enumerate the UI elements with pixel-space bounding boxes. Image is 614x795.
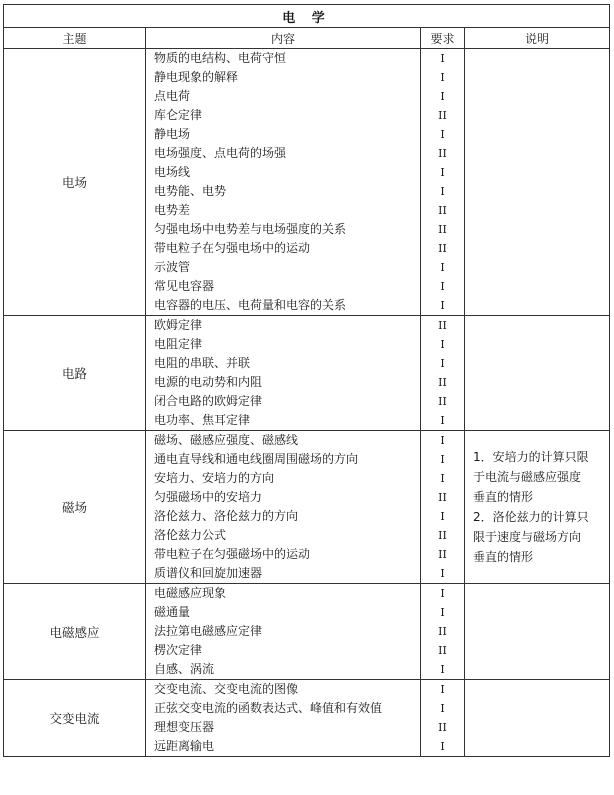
section-note <box>465 584 610 680</box>
section-topic: 电场 <box>4 49 146 316</box>
item-level: I <box>421 49 465 69</box>
note-line: 2．洛伦兹力的计算只 <box>473 510 589 524</box>
item-content: 静电现象的解释 <box>146 68 421 87</box>
table-row <box>4 49 610 69</box>
item-level: I <box>421 603 465 622</box>
item-level: I <box>421 125 465 144</box>
header-note: 说明 <box>465 28 610 49</box>
item-content: 楞次定律 <box>146 641 421 660</box>
item-content: 理想变压器 <box>146 718 421 737</box>
item-content: 电磁感应现象 <box>146 584 421 604</box>
item-content: 闭合电路的欧姆定律 <box>146 392 421 411</box>
item-content: 电功率、焦耳定律 <box>146 411 421 431</box>
item-level: I <box>421 182 465 201</box>
item-content: 匀强磁场中的安培力 <box>146 488 421 507</box>
table-row <box>4 680 610 700</box>
item-level: II <box>421 392 465 411</box>
item-content: 电阻定律 <box>146 335 421 354</box>
item-content: 静电场 <box>146 125 421 144</box>
note-line: 限于速度与磁场方向 <box>473 530 582 544</box>
item-content: 洛伦兹力、洛伦兹力的方向 <box>146 507 421 526</box>
header-row <box>4 28 610 49</box>
table-row <box>4 316 610 336</box>
item-level: II <box>421 488 465 507</box>
item-level: I <box>421 68 465 87</box>
note-line: 1．安培力的计算只限 <box>473 450 589 464</box>
item-content: 点电荷 <box>146 87 421 106</box>
item-level: I <box>421 450 465 469</box>
item-level: I <box>421 431 465 451</box>
note-line: 垂直的情形 <box>473 490 534 504</box>
item-level: II <box>421 239 465 258</box>
item-level: II <box>421 144 465 163</box>
item-content: 交变电流、交变电流的图像 <box>146 680 421 700</box>
item-content: 库仑定律 <box>146 106 421 125</box>
item-content: 带电粒子在匀强磁场中的运动 <box>146 545 421 564</box>
item-level: II <box>421 545 465 564</box>
item-content: 法拉第电磁感应定律 <box>146 622 421 641</box>
header-topic: 主题 <box>4 28 146 49</box>
item-content: 正弦交变电流的函数表达式、峰值和有效值 <box>146 699 421 718</box>
item-content: 电容器的电压、电荷量和电容的关系 <box>146 296 421 316</box>
section-topic: 电磁感应 <box>4 584 146 680</box>
item-level: II <box>421 373 465 392</box>
item-content: 磁场、磁感应强度、磁感线 <box>146 431 421 451</box>
item-content: 电势能、电势 <box>146 182 421 201</box>
item-content: 匀强电场中电势差与电场强度的关系 <box>146 220 421 239</box>
item-content: 洛伦兹力公式 <box>146 526 421 545</box>
item-content: 磁通量 <box>146 603 421 622</box>
item-level: II <box>421 220 465 239</box>
header-content: 内容 <box>146 28 421 49</box>
item-level: I <box>421 584 465 604</box>
item-level: II <box>421 718 465 737</box>
table-title: 电 学 <box>4 5 610 28</box>
item-level: I <box>421 258 465 277</box>
item-content: 自感、涡流 <box>146 660 421 680</box>
item-level: I <box>421 469 465 488</box>
header-level: 要求 <box>421 28 465 49</box>
item-content: 电源的电动势和内阻 <box>146 373 421 392</box>
item-level: I <box>421 737 465 757</box>
item-content: 电势差 <box>146 201 421 220</box>
item-level: I <box>421 87 465 106</box>
requirements-table <box>3 4 610 757</box>
item-content: 物质的电结构、电荷守恒 <box>146 49 421 69</box>
item-content: 远距离输电 <box>146 737 421 757</box>
item-content: 质谱仪和回旋加速器 <box>146 564 421 584</box>
item-content: 示波管 <box>146 258 421 277</box>
table-title-row <box>4 5 610 28</box>
section-topic: 磁场 <box>4 431 146 584</box>
item-content: 带电粒子在匀强电场中的运动 <box>146 239 421 258</box>
section-note <box>465 431 610 584</box>
item-level: II <box>421 316 465 336</box>
item-level: I <box>421 699 465 718</box>
table-row <box>4 584 610 604</box>
table-row <box>4 431 610 451</box>
item-level: II <box>421 106 465 125</box>
item-level: I <box>421 507 465 526</box>
item-level: II <box>421 526 465 545</box>
item-content: 电场强度、点电荷的场强 <box>146 144 421 163</box>
section-note <box>465 49 610 316</box>
section-note <box>465 316 610 431</box>
item-content: 电阻的串联、并联 <box>146 354 421 373</box>
item-content: 欧姆定律 <box>146 316 421 336</box>
item-level: I <box>421 277 465 296</box>
item-level: I <box>421 660 465 680</box>
item-level: I <box>421 354 465 373</box>
note-line: 垂直的情形 <box>473 550 534 564</box>
item-content: 通电直导线和通电线圈周围磁场的方向 <box>146 450 421 469</box>
item-level: I <box>421 411 465 431</box>
item-level: II <box>421 201 465 220</box>
item-level: I <box>421 564 465 584</box>
item-level: II <box>421 622 465 641</box>
item-level: I <box>421 296 465 316</box>
section-topic: 电路 <box>4 316 146 431</box>
item-level: II <box>421 641 465 660</box>
item-content: 电场线 <box>146 163 421 182</box>
section-note <box>465 680 610 757</box>
item-level: I <box>421 680 465 700</box>
item-level: I <box>421 335 465 354</box>
item-level: I <box>421 163 465 182</box>
item-content: 常见电容器 <box>146 277 421 296</box>
item-content: 安培力、安培力的方向 <box>146 469 421 488</box>
section-topic: 交变电流 <box>4 680 146 757</box>
note-line: 于电流与磁感应强度 <box>473 470 582 484</box>
